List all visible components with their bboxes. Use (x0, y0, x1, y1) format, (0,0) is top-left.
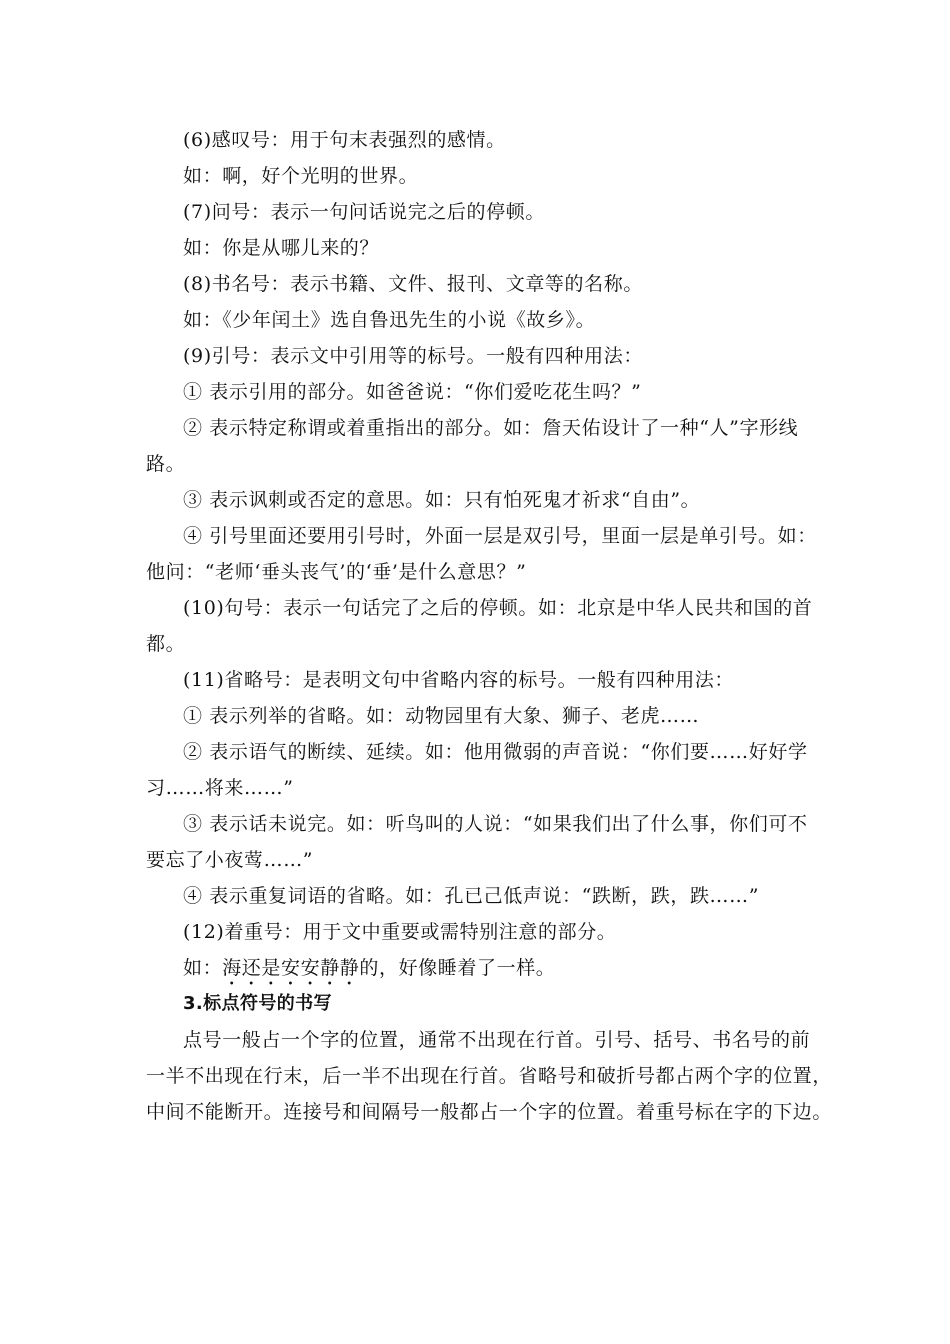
writing-rules-line-1: 点号一般占一个字的位置，通常不出现在行首。引号、括号、书名号的前 (183, 1029, 811, 1051)
quotation-usage-2-continued: 路。 (146, 453, 186, 475)
ellipsis-definition: (11)省略号：是表明文句中省略内容的标号。一般有四种用法： (183, 669, 735, 691)
quotation-usage-2: ② 表示特定称谓或着重指出的部分。如：詹天佑设计了一种“人”字形线 (183, 417, 799, 439)
quotation-mark-definition: (9)引号：表示文中引用等的标号。一般有四种用法： (183, 345, 643, 367)
exclamation-mark-definition: (6)感叹号：用于句末表强烈的感情。 (183, 129, 506, 151)
question-mark-definition: (7)问号：表示一句问话说完之后的停顿。 (183, 201, 545, 223)
exclamation-mark-example: 如：啊，好个光明的世界。 (183, 165, 419, 187)
ellipsis-usage-3-continued: 要忘了小夜莺……” (146, 849, 314, 871)
quotation-usage-4: ④ 引号里面还要用引号时，外面一层是双引号，里面一层是单引号。如： (183, 525, 817, 547)
emphasis-mark-definition: (12)着重号：用于文中重要或需特别注意的部分。 (183, 921, 617, 943)
writing-rules-line-2: 一半不出现在行末，后一半不出现在行首。省略号和破折号都占两个字的位置， (146, 1065, 833, 1087)
title-mark-example: 如：《少年闰土》选自鲁迅先生的小说《故乡》。 (183, 309, 596, 331)
writing-rules-line-3: 中间不能断开。连接号和间隔号一般都占一个字的位置。着重号标在字的下边。 (146, 1101, 833, 1123)
emphasis-mark-example (183, 956, 555, 990)
ellipsis-usage-4: ④ 表示重复词语的省略。如：孔已己低声说：“跌断，跌，跌……” (183, 885, 760, 907)
period-definition: (10)句号：表示一句话完了之后的停顿。如：北京是中华人民共和国的首 (183, 597, 813, 619)
example-suffix: 的，好像睡着了一样。 (359, 957, 556, 979)
quotation-usage-1: ① 表示引用的部分。如爸爸说：“你们爱吃花生吗？” (183, 381, 642, 403)
quotation-usage-4-continued: 他问：“老师‘垂头丧气’的‘垂’是什么意思？” (146, 561, 527, 583)
ellipsis-usage-2: ② 表示语气的断续、延续。如：他用微弱的声音说：“你们要……好好学 (183, 741, 808, 763)
section-heading: 3.标点符号的书写 (183, 993, 332, 1014)
quotation-usage-3: ③ 表示讽刺或否定的意思。如：只有怕死鬼才祈求“自由”。 (183, 489, 701, 511)
question-mark-example: 如：你是从哪儿来的？ (183, 237, 380, 259)
example-prefix: 如： (183, 957, 223, 979)
period-definition-continued: 都。 (146, 633, 186, 655)
emphasized-text: 海还是安安静静 (222, 957, 360, 979)
ellipsis-usage-2-continued: 习……将来……” (146, 777, 294, 799)
ellipsis-usage-3: ③ 表示话未说完。如：听鸟叫的人说：“如果我们出了什么事，你们可不 (183, 813, 808, 835)
title-mark-definition: (8)书名号：表示书籍、文件、报刊、文章等的名称。 (183, 273, 643, 295)
ellipsis-usage-1: ① 表示列举的省略。如：动物园里有大象、狮子、老虎…… (183, 705, 700, 727)
